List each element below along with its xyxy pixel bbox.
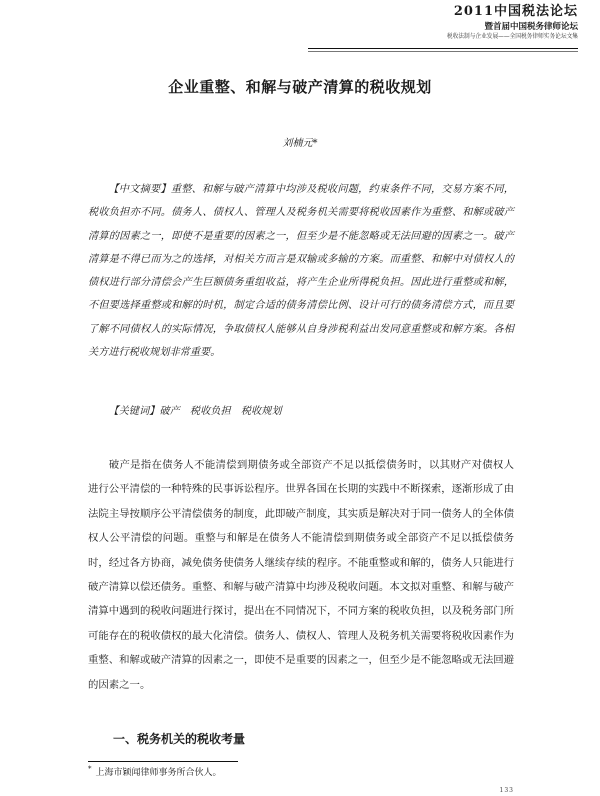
journal-subtitle: 暨首届中国税务律师论坛 — [484, 22, 578, 32]
keywords-text: 破产 税收负担 税收规划 — [159, 406, 282, 417]
abstract — [88, 178, 514, 364]
section-heading: 一、税务机关的税收考量 — [113, 732, 246, 746]
footnote-text: 上海市颖闻律师事务所合伙人。 — [95, 768, 222, 778]
header-rule-thin — [308, 51, 578, 52]
header-rule — [308, 48, 578, 49]
keywords — [88, 400, 514, 423]
footnote — [88, 765, 222, 778]
journal-note: 税收法制与企业发展——全国税务律师实务论坛文集 — [446, 33, 578, 40]
journal-header — [278, 4, 578, 41]
footnote-rule — [88, 761, 238, 762]
abstract-text: 重整、和解与破产清算中均涉及税收问题，约束条件不同，交易方案不同，税收负担亦不同。债务人、债权人、管理人及税务机关需要将税收因素作为重整、和解或破产清算的因素之一，即使不是重要的因素之一，但至少是不能忽略或无法回避的因素之一。破产清算是不得已而为之的选择，对相关方而言是双输或多输的方案。而重整、和解中对债权人的债权进行部分清偿会产生巨额债务重组收益，将产生企业所得税负担。因此进行重整或和解，不但要选择重整或和解的时机，制定合适的债务清偿比例、设计可行的债务清偿方式，而且要了解不同债权人的实际情况，争取债权人能够从自身涉税利益出发同意重整或和解方案。各相关方进行税收规划非常重要。 — [88, 184, 514, 359]
article-author: 刘楠元* — [282, 138, 318, 149]
page-number: 133 — [499, 787, 514, 794]
article-title: 企业重整、和解与破产清算的税收规划 — [168, 78, 432, 96]
abstract-label: 【中文摘要】 — [108, 184, 171, 195]
journal-title: 2011中国税法论坛 — [453, 4, 578, 19]
footnote-mark: * — [88, 765, 92, 773]
body-paragraph-text: 破产是指在债务人不能清偿到期债务或全部资产不足以抵偿债务时，以其财产对债权人进行公平清偿的一种特殊的民事诉讼程序。世界各国在长期的实践中不断探索，逐渐形成了由法院主导按顺序公平清偿债务的制度，此即破产制度，其实质是解决对于同一债务人的全体债权人公平清偿的问题。重整与和解是在债务人不能清偿到期债务或全部资产不足以抵偿债务时，经过各方协商，减免债务使债务人继续存续的程序。不能重整或和解的，债务人只能进行破产清算以偿还债务。重整、和解与破产清算中均涉及税收问题。本文拟对重整、和解与破产清算中遇到的税收问题进行探讨，提出在不同情况下，不同方案的税收负担，以及税务部门所可能存在的税收债权的最大化清偿。债务人、债权人、管理人及税务机关需要将税收因素作为重整、和解或破产清算的因素之一，即使不是重要的因素之一，但至少是不能忽略或无法回避的因素之一。 — [88, 459, 515, 691]
keywords-label: 【关键词】 — [108, 406, 160, 417]
body-paragraph — [88, 453, 514, 697]
